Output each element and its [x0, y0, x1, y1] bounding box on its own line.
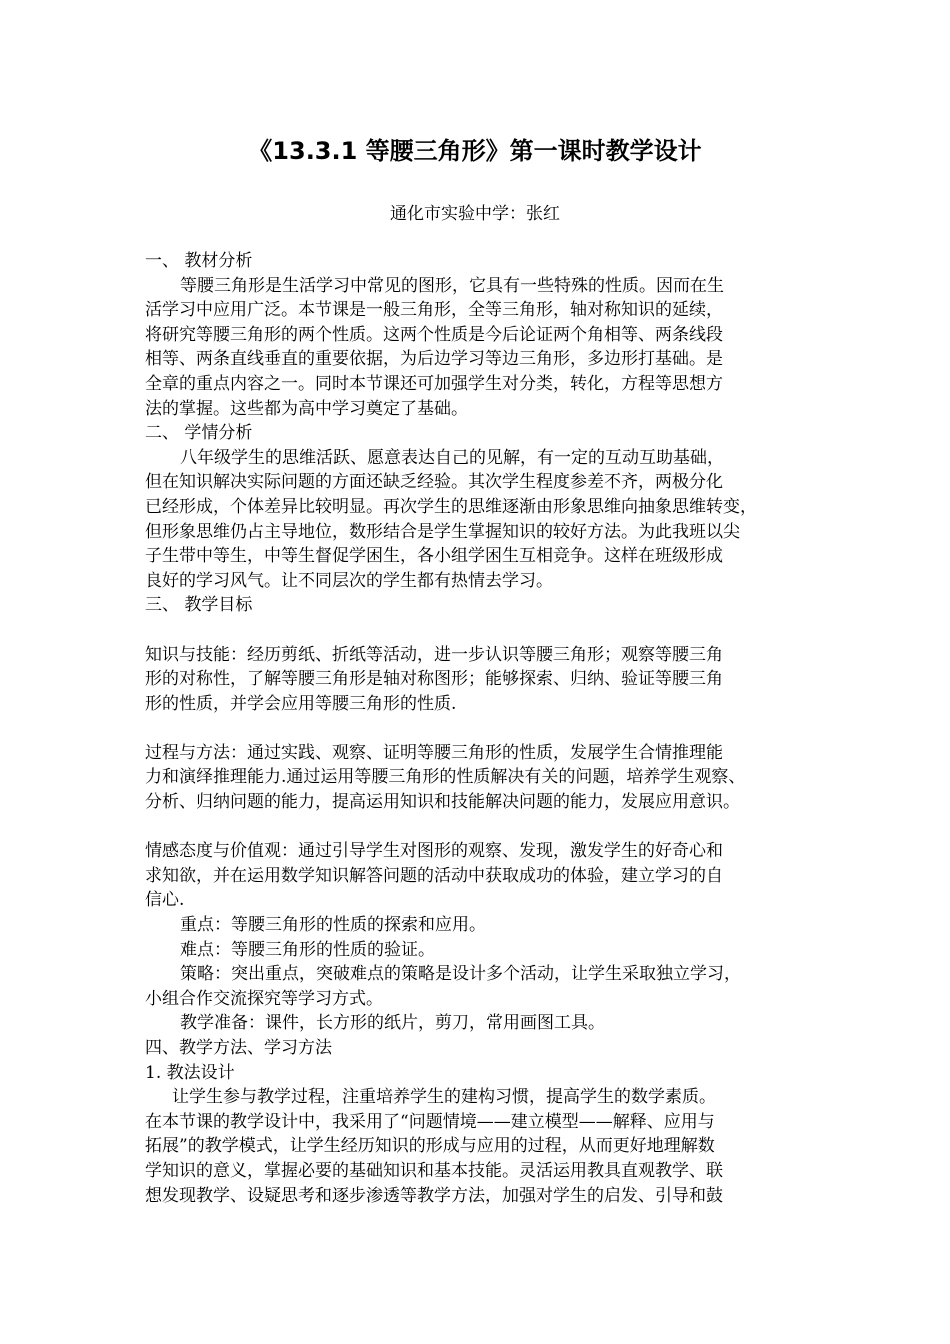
text-line: 过程与方法：通过实践、观察、证明等腰三角形的性质，发展学生合情推理能	[145, 742, 723, 763]
text-line: 子生带中等生，中等生督促学困生，各小组学困生互相竞争。这样在班级形成	[145, 546, 723, 567]
document-author: 通化市实验中学：张红	[390, 204, 560, 224]
text-line: 但在知识解决实际问题的方面还缺乏经验。其次学生程度参差不齐，两极分化	[145, 472, 723, 493]
text-line: 重点：等腰三角形的性质的探索和应用。	[180, 915, 486, 936]
text-line: 1. 教法设计	[145, 1062, 235, 1083]
document-title: 《13.3.1 等腰三角形》第一课时教学设计	[248, 137, 702, 165]
text-line: 良好的学习风气。让不同层次的学生都有热情去学习。	[145, 570, 553, 591]
text-line: 形的性质，并学会应用等腰三角形的性质.	[145, 693, 457, 714]
text-line: 法的掌握。这些都为高中学习奠定了基础。	[145, 398, 468, 419]
text-line: 一、 教材分析	[145, 251, 253, 271]
text-line: 全章的重点内容之一。同时本节课还可加强学生对分类，转化，方程等思想方	[145, 373, 723, 394]
text-line: 让学生参与教学过程，注重培养学生的建构习惯，提高学生的数学素质。	[172, 1087, 716, 1108]
text-line: 已经形成，个体差异比较明显。再次学生的思维逐渐由形象思维向抽象思维转变，	[145, 496, 757, 517]
text-line: 策略：突出重点，突破难点的策略是设计多个活动，让学生采取独立学习，	[180, 964, 741, 985]
text-line: 信心.	[145, 890, 185, 911]
text-line: 相等、两条直线垂直的重要依据，为后边学习等边三角形，多边形打基础。是	[145, 349, 723, 370]
text-line: 三、 教学目标	[145, 595, 253, 616]
text-line: 将研究等腰三角形的两个性质。这两个性质是今后论证两个角相等、两条线段	[145, 324, 723, 345]
document-body	[145, 249, 825, 1208]
text-line: 但形象思维仍占主导地位，数形结合是学生掌握知识的较好方法。为此我班以尖	[145, 521, 740, 542]
text-line: 求知欲，并在运用数学知识解答问题的活动中获取成功的体验，建立学习的自	[145, 865, 723, 886]
text-line: 小组合作交流探究等学习方式。	[145, 988, 383, 1009]
text-line: 二、 学情分析	[145, 423, 253, 444]
text-line: 难点：等腰三角形的性质的验证。	[180, 939, 435, 960]
text-line: 教学准备：课件，长方形的纸片，剪刀，常用画图工具。	[180, 1013, 605, 1034]
text-line: 学知识的意义，掌握必要的基础知识和基本技能。灵活运用教具直观教学、联	[145, 1160, 723, 1181]
text-line: 想发现教学、设疑思考和逐步渗透等教学方法，加强对学生的启发、引导和鼓	[145, 1185, 723, 1206]
text-line: 拓展”的教学模式，让学生经历知识的形成与应用的过程，从而更好地理解数	[145, 1136, 715, 1157]
text-line: 在本节课的教学设计中，我采用了“问题情境——建立模型——解释、应用与	[145, 1111, 715, 1132]
text-line: 四、教学方法、学习方法	[145, 1038, 332, 1058]
text-line: 分析、归纳问题的能力，提高运用知识和技能解决问题的能力，发展应用意识。	[145, 792, 740, 813]
text-line: 八年级学生的思维活跃、愿意表达自己的见解，有一定的互动互助基础，	[180, 447, 724, 468]
text-line: 活学习中应用广泛。本节课是一般三角形，全等三角形，轴对称知识的延续，	[145, 300, 723, 321]
text-line: 力和演绎推理能力.通过运用等腰三角形的性质解决有关的问题，培养学生观察、	[145, 767, 746, 788]
text-line: 等腰三角形是生活学习中常见的图形，它具有一些特殊的性质。因而在生	[180, 275, 724, 296]
text-line: 形的对称性，了解等腰三角形是轴对称图形；能够探索、归纳、验证等腰三角	[145, 669, 723, 690]
blank-line	[145, 815, 825, 840]
blank-line	[145, 618, 825, 643]
text-line: 情感态度与价值观：通过引导学生对图形的观察、发现，激发学生的好奇心和	[145, 841, 723, 862]
blank-line	[145, 716, 825, 741]
text-line: 知识与技能：经历剪纸、折纸等活动，进一步认识等腰三角形；观察等腰三角	[145, 644, 723, 665]
